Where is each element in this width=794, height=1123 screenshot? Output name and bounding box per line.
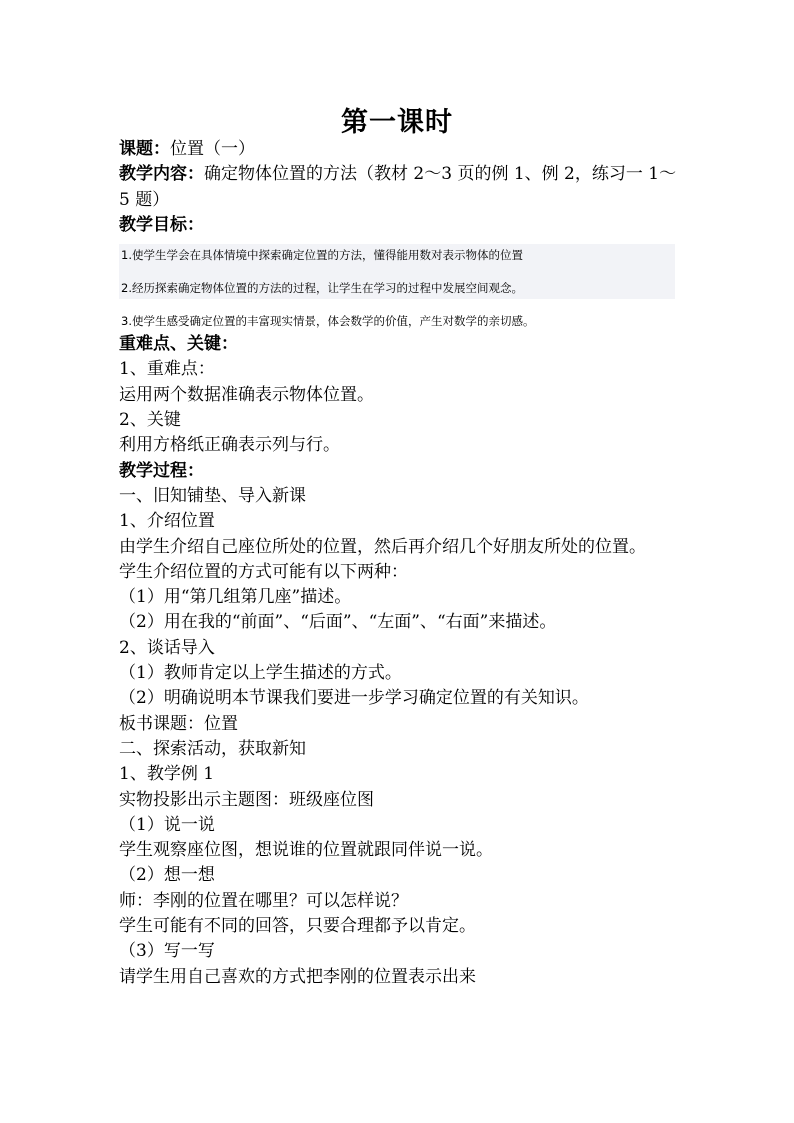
objectives-heading: 教学目标： bbox=[119, 214, 204, 235]
topic-value: 位置（一） bbox=[170, 139, 255, 159]
process-line: 二、探索活动，获取新知 bbox=[119, 738, 306, 759]
keypoints-heading: 重难点、关键： bbox=[119, 334, 238, 355]
process-line: 1、教学例 1 bbox=[119, 764, 215, 785]
process-line: 实物投影出示主题图：班级座位图 bbox=[119, 789, 374, 810]
keypoints-line: 1、重难点： bbox=[119, 359, 215, 380]
process-line: 一、旧知铺垫、导入新课 bbox=[119, 485, 306, 506]
objectives-list bbox=[119, 244, 679, 332]
objective-item: 3.使学生感受确定位置的丰富现实情景，体会数学的价值，产生对数学的亲切感。 bbox=[121, 314, 535, 329]
content-label: 教学内容： bbox=[119, 164, 204, 185]
process-line: （1）说一说 bbox=[119, 814, 215, 835]
process-line: （2）用在我的“前面”、“后面”、“左面”、“右面”来描述。 bbox=[119, 612, 557, 633]
process-line: 师：李刚的位置在哪里？可以怎样说？ bbox=[119, 890, 408, 911]
lesson-title: 第一课时 bbox=[341, 107, 453, 138]
keypoints-line: 2、关键 bbox=[119, 410, 181, 431]
process-line: （3）写一写 bbox=[119, 941, 215, 962]
process-line: 2、谈话导入 bbox=[119, 637, 215, 658]
process-line: （2）想一想 bbox=[119, 865, 215, 886]
process-line: 学生介绍位置的方式可能有以下两种： bbox=[119, 561, 408, 582]
process-line: （1）教师肯定以上学生描述的方式。 bbox=[119, 663, 402, 684]
objective-item: 1.使学生学会在具体情境中探索确定位置的方法，懂得能用数对表示物体的位置 bbox=[121, 248, 523, 263]
objectives-shaded-block bbox=[119, 244, 675, 299]
process-line: 板书课题：位置 bbox=[119, 713, 238, 734]
process-line: （1）用“第几组第几座”描述。 bbox=[119, 587, 352, 608]
process-line: （2）明确说明本节课我们要进一步学习确定位置的有关知识。 bbox=[119, 688, 589, 709]
topic-label: 课题： bbox=[119, 139, 170, 159]
content-line bbox=[119, 162, 679, 213]
keypoints-line: 利用方格纸正确表示列与行。 bbox=[119, 435, 340, 456]
process-line: 学生可能有不同的回答，只要合理都予以肯定。 bbox=[119, 916, 476, 937]
content-value: 确定物体位置的方法（教材 2～3 页的例 1、例 2，练习一 1～5 题） bbox=[119, 164, 677, 210]
keypoints-line: 运用两个数据准确表示物体位置。 bbox=[119, 384, 374, 405]
topic-line bbox=[119, 137, 679, 162]
process-line: 请学生用自己喜欢的方式把李刚的位置表示出来 bbox=[119, 966, 476, 987]
process-line: 由学生介绍自己座位所处的位置，然后再介绍几个好朋友所处的位置。 bbox=[119, 536, 646, 557]
lesson-plan-body bbox=[119, 137, 679, 990]
process-line: 学生观察座位图，想说谁的位置就跟同伴说一说。 bbox=[119, 840, 493, 861]
process-heading: 教学过程： bbox=[119, 460, 204, 481]
process-line: 1、介绍位置 bbox=[119, 511, 215, 532]
objective-item: 2.经历探索确定物体位置的方法的过程，让学生在学习的过程中发展空间观念。 bbox=[121, 281, 523, 296]
